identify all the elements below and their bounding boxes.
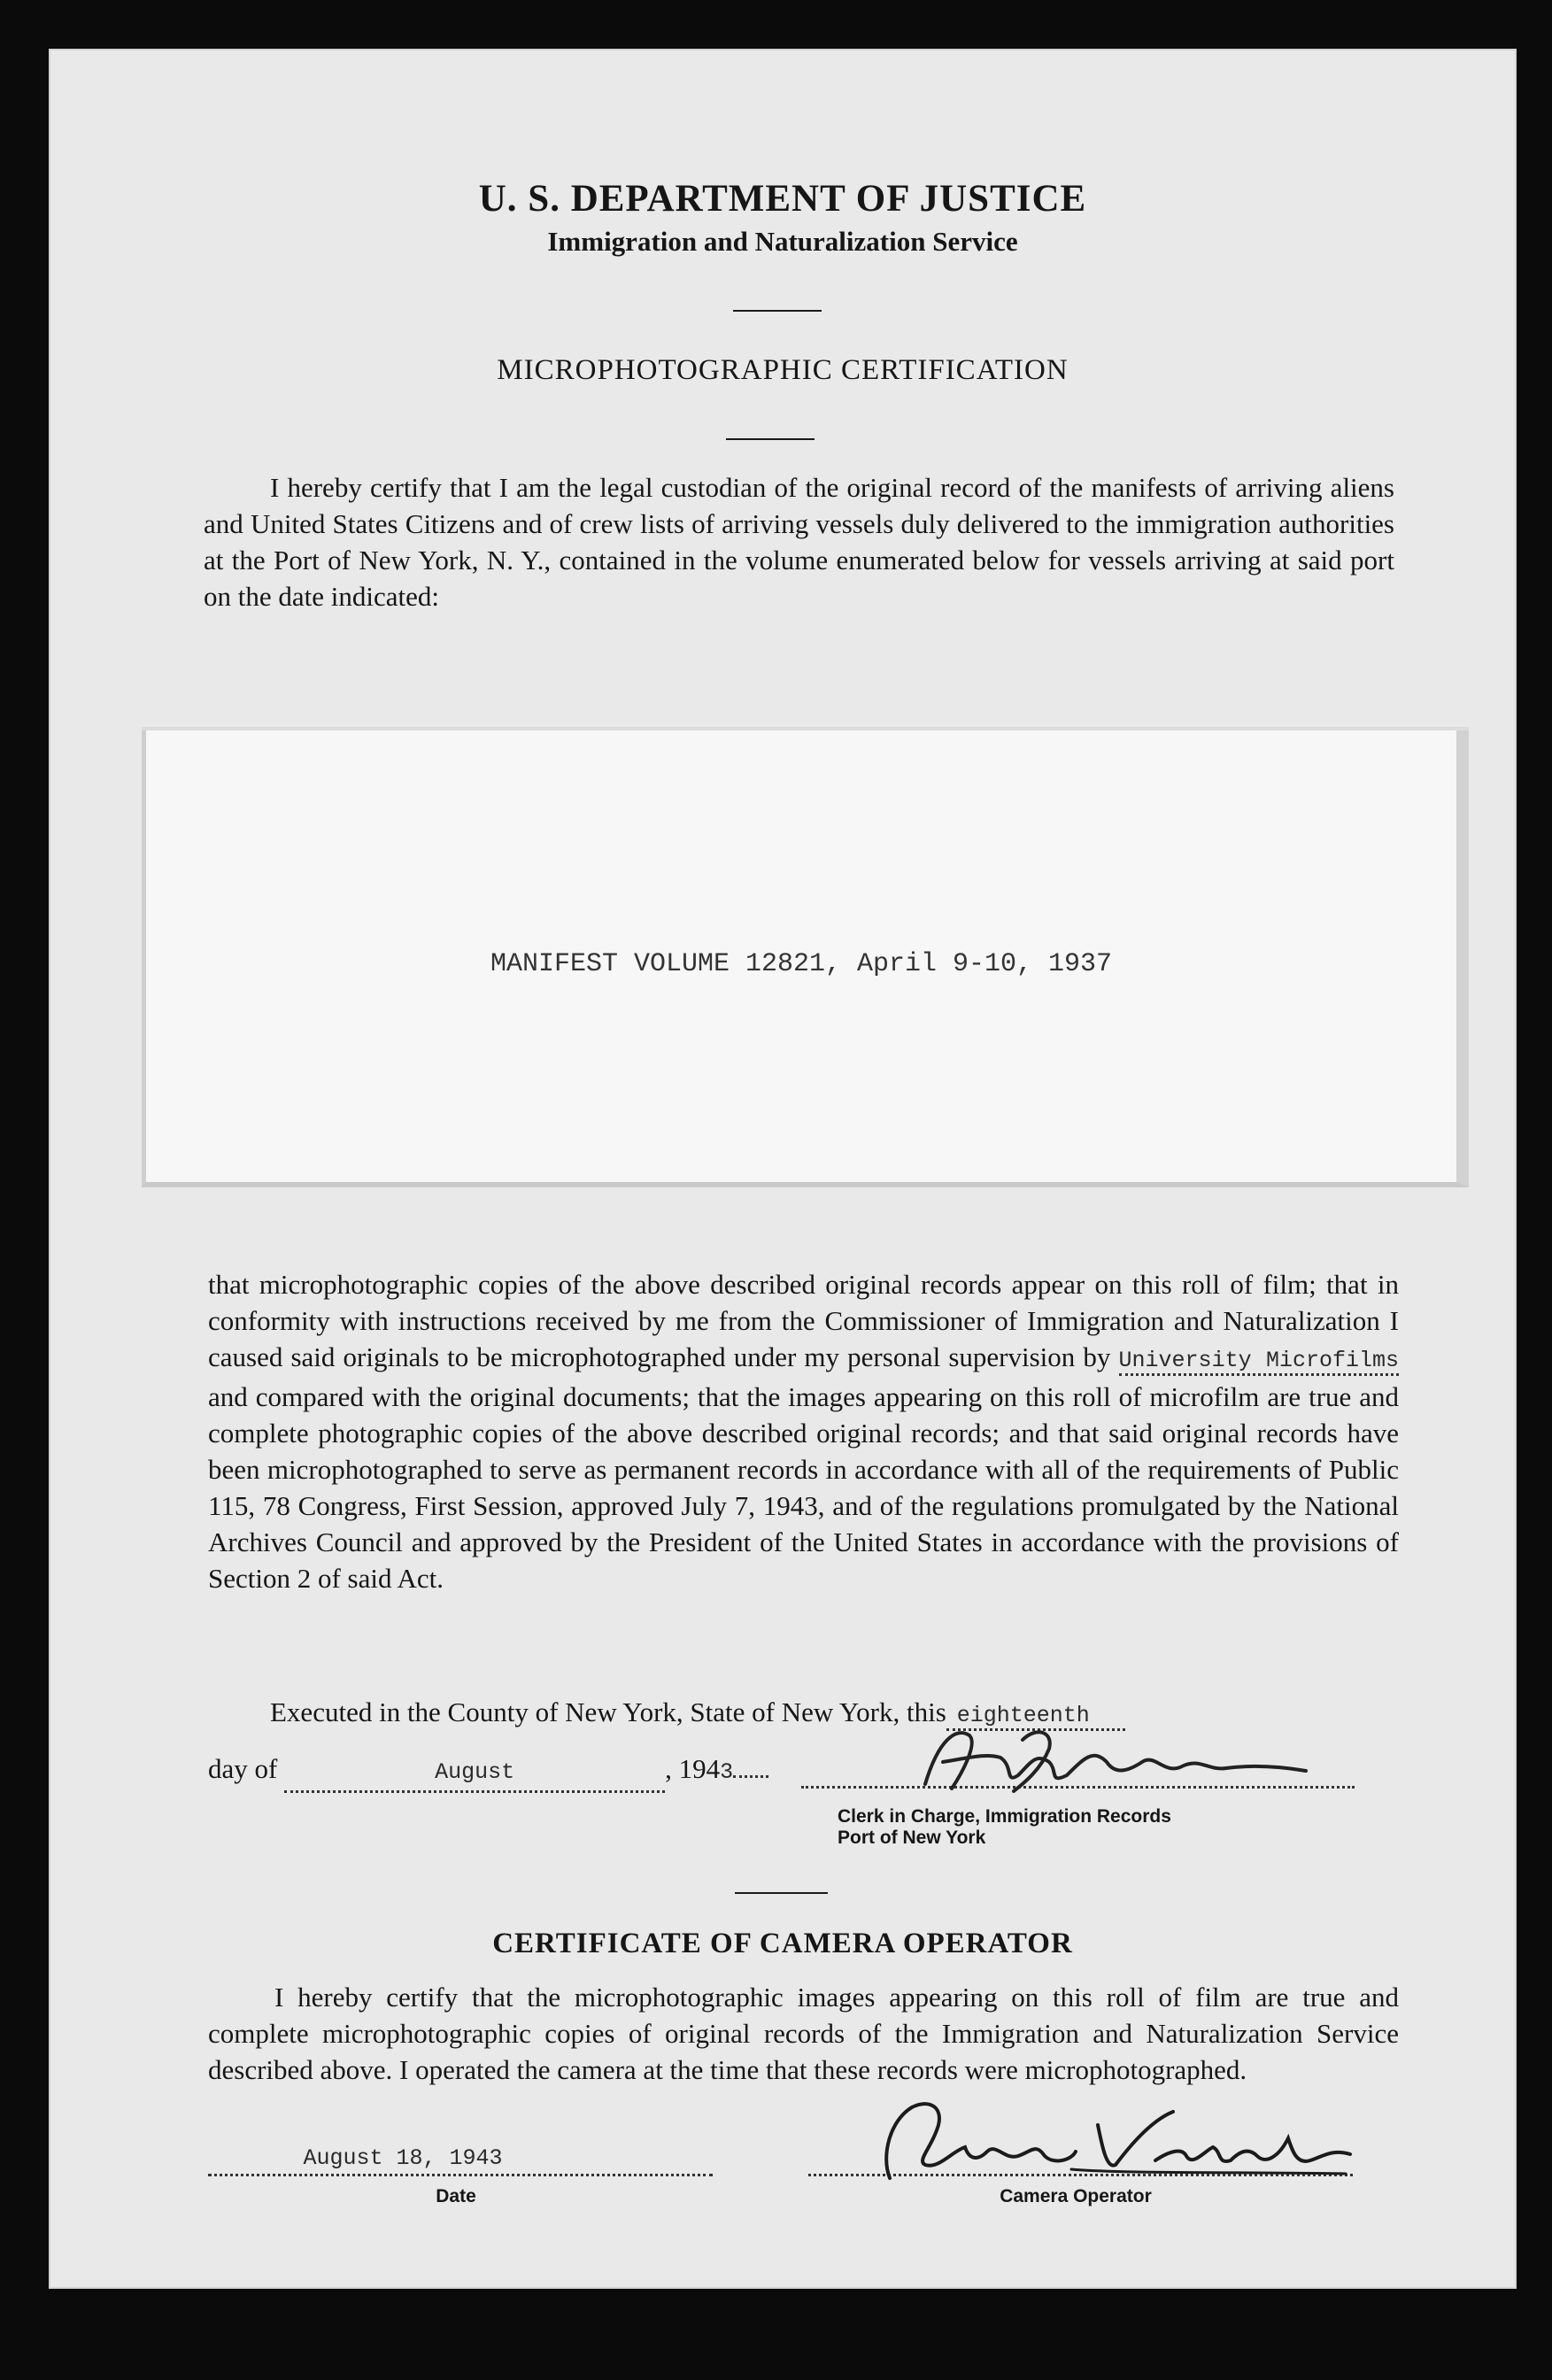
camera-operator-statement: I hereby certify that the microphotographic images appearing on this roll of film are true and complete microphotographic copies of original records of the Immigration and Naturalization Service described above. I operated the camera at the time that these records were microphotographed. — [208, 1982, 1399, 2085]
title-divider — [726, 438, 815, 440]
camera-operator-signature — [863, 2085, 1359, 2183]
date-label: Date — [436, 2186, 476, 2206]
operator-date: August 18, 1943 — [303, 2145, 503, 2171]
form-title: MICROPHOTOGRAPHIC CERTIFICATION — [497, 354, 1069, 386]
execution-day: eighteenth — [946, 1703, 1125, 1731]
date-signature-line — [208, 2174, 713, 2176]
operator-divider — [735, 1892, 828, 1894]
year-prefix: , 194 — [665, 1753, 721, 1784]
execution-month: August — [284, 1754, 665, 1793]
certification-text-after: and compared with the original documents; that the images appearing on this roll of microfilm are true and complete photographic copies of the above described original records; and that said original records have been microphotographed to serve as permanent records in accordance with all of the requirements of Public 115, 78 Congress, First Session, approved July 7, 1943, and of the regulations promulgated by the National Archives Council and approved by the President of the United States in accordance with the provisions of Section 2 of said Act. — [208, 1381, 1399, 1594]
header-divider — [733, 310, 822, 312]
manifest-volume-text: MANIFEST VOLUME 12821, April 9-10, 1937 — [490, 949, 1113, 979]
manifest-slip — [142, 730, 1469, 1187]
certificate-page — [49, 49, 1517, 2289]
supervisor-name: University Microfilms — [1119, 1348, 1399, 1376]
camera-operator-label: Camera Operator — [1000, 2186, 1152, 2206]
day-of-label: day of — [208, 1753, 278, 1784]
certification-text-before: that microphotographic copies of the above described original records appear on this roll of film; that in conformity with instructions received by me from the Commissioner of Immigration and Naturalization I caused said originals to be microphotographed under my personal supervision by — [208, 1269, 1399, 1372]
year-digit: 3 — [720, 1759, 734, 1785]
clerk-title-line1: Clerk in Charge, Immigration Records — [838, 1806, 1171, 1827]
department-name: U. S. DEPARTMENT OF JUSTICE — [478, 178, 1087, 220]
intro-paragraph: I hereby certify that I am the legal custodian of the original record of the manifests of arriving aliens and United States Citizens and of crew lists of arriving vessels duly delivered to the immigration authorities at the Port of New York, N. Y., contained in the volume enumerated below for vessels arriving at said port on the date indicated: — [204, 472, 1394, 612]
service-name: Immigration and Naturalization Service — [547, 226, 1018, 257]
camera-operator-heading: CERTIFICATE OF CAMERA OPERATOR — [492, 1928, 1073, 1959]
clerk-signature — [916, 1722, 1315, 1802]
clerk-title — [838, 1806, 1280, 1849]
execution-prefix: Executed in the County of New York, State of New York, this — [270, 1696, 946, 1727]
clerk-title-line2: Port of New York — [838, 1828, 986, 1848]
year-dots — [733, 1775, 768, 1778]
certification-body — [208, 1266, 1399, 1596]
